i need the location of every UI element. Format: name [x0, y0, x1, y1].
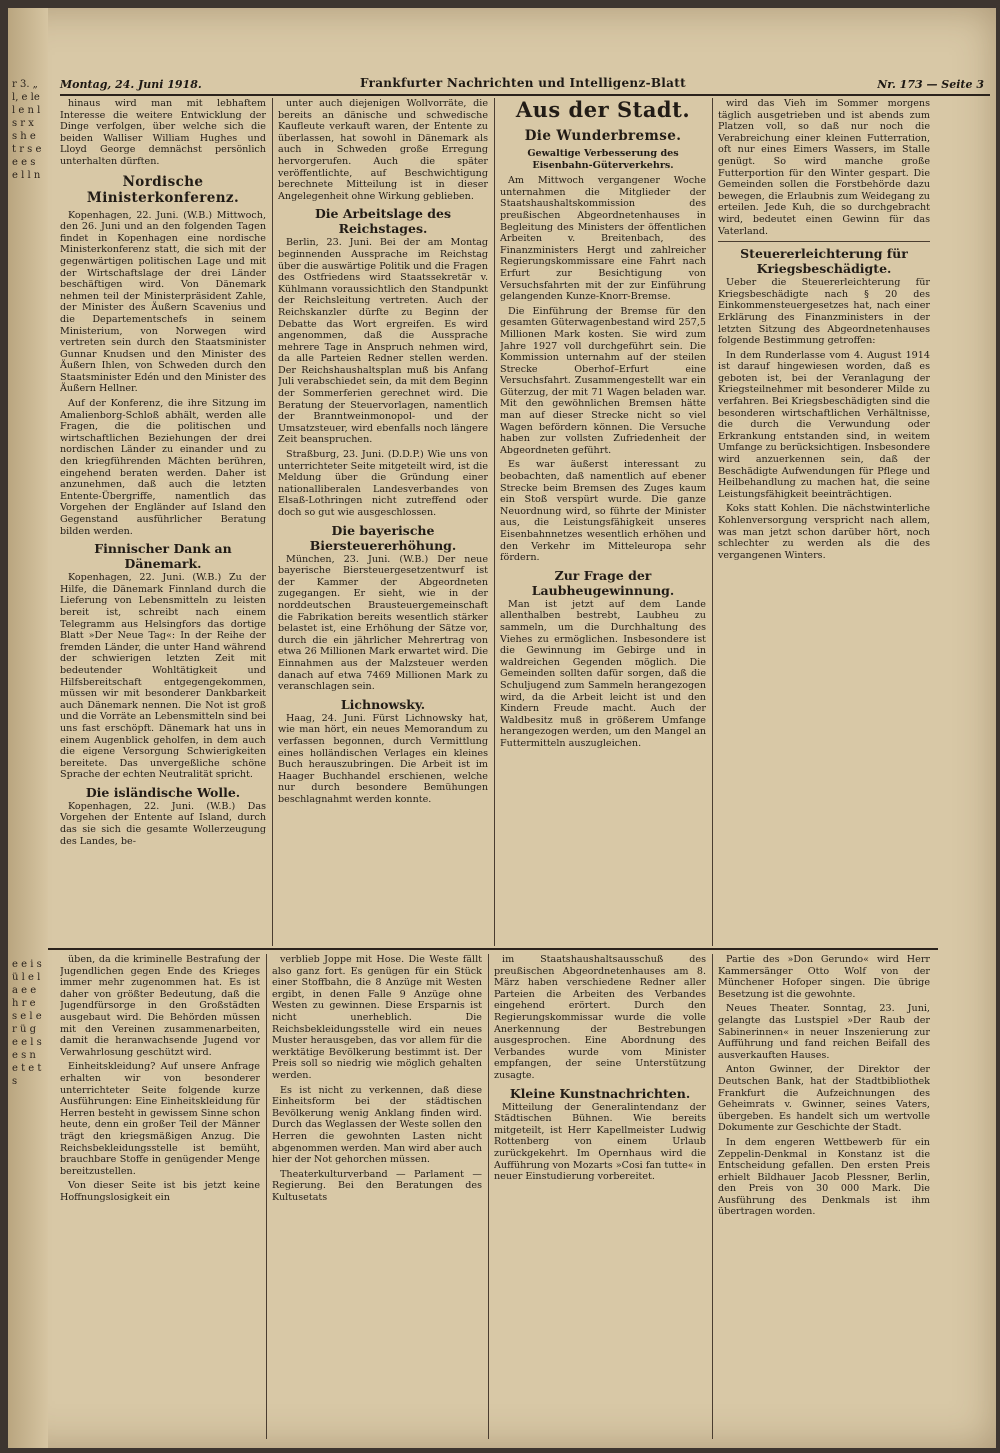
- article-gwinner: Anton Gwinner, der Direktor der Deutschen Bank, hat der Stadtbibliothek Frankfurt die Aufzeichnungen des Geheimrats v. Gwinner, seines Vaters, übergeben. Es handelt sich um wertvolle Dokumente zur Geschichte der Stadt.: [718, 1064, 930, 1134]
- section-divider: [48, 948, 938, 950]
- article-strassburg: Straßburg, 23. Juni. (D.D.P.) Wie uns von unterrichteter Seite mitgeteilt wird, ist die Meldung über die Gründung einer nationalliberalen Landesverbandes von Elsaß-Lothringen nicht zutreffend oder doch so gut wie ausgeschlossen.: [278, 449, 488, 518]
- lower-column-4: [718, 954, 930, 1439]
- article-laubheu: Man ist jetzt auf dem Lande allenthalben bestrebt, Laubheu zu sammeln, um die Durchhaltung des Viehes zu ermöglichen. Insbesondere ist die Gewinnung im Gebirge und in waldreichen Gegenden möglich. Die Gemeinden sollten dafür sorgen, daß die Schuljugend zum Sammeln herangezogen wird, da die Arbeit leicht ist und den Kindern Freude macht. Auch der Waldbesitz muß in größerem Umfange herangezogen werden, um den Mangel an Futtermitteln auszugleichen.: [500, 598, 706, 749]
- article-oper-besetzung: Partie des »Don Gerundo« wird Herr Kammersänger Otto Wolf von der Münchener Hofoper singen. Die übrige Besetzung ist die gewohnte.: [718, 954, 930, 1000]
- masthead: [60, 76, 990, 96]
- headline-lichnowsky: Lichnowsky.: [340, 696, 426, 712]
- page-binding-edge: [8, 8, 48, 1448]
- article-ministerkonferenz-p1: Kopenhagen, 22. Juni. (W.B.) Mittwoch, den 26. Juni und an den folgenden Tagen findet in Kopenhagen eine nordische Ministerkonferenz statt, die sich mit der gegenwärtigen politischen Lage und mit der Wirtschaftslage der drei Länder beschäftigen wird. Von Dänemark nehmen teil der Ministerpräsident Zahle, der Minister des Äußern Scavenius und die Departementschefs in seinem Ministerium, von Norwegen wird vertreten sein durch den Staatsminister Gunnar Knudsen und den Minister des Äußern Ihlen, von Schweden durch den Staatsminister Edén und den Minister des Äußern Hellner.: [60, 209, 266, 395]
- headline-islaendische-wolle: Die isländische Wolle.: [85, 784, 241, 800]
- article-laubheu-cont: wird das Vieh im Sommer morgens täglich ausgetrieben und ist abends zum Platzen voll, so daß nur noch die Verabreichung einer kleinen Futterration, oft nur eines Eimers Wassers, im Stalle genügt. So wird manche große Futterportion für den Winter gespart. Die Gemeinden sollen die Forstbehörde dazu bewegen, die Erlaubnis zum Weidegang zu erteilen. Jede Kuh, die so durchgebracht wird, bedeutet einen Gewinn für das Vaterland.: [718, 98, 930, 237]
- article-islaendische-wolle: Kopenhagen, 22. Juni. (W.B.) Das Vorgehen der Entente auf Island, durch das sie sich die gesamte Wollerzeugung des Landes, be-: [60, 800, 266, 847]
- masthead-issue: Nr. 173 — Seite 3: [877, 78, 984, 91]
- article-theaterkultur-cont: im Staatshaushaltsausschuß des preußischen Abgeordnetenhauses am 8. März haben verschiedene Redner aller Parteien die Arbeiten des Verbandes eingehend erörtert. Durch den Regierungskommissar wurde die volle Anerkennung der Bestrebungen ausgesprochen. Eine Abordnung des Verbandes wurde vom Minister empfangen, der seine Unterstützung zusagte.: [494, 954, 706, 1081]
- article-koks: Koks statt Kohlen. Die nächstwinterliche Kohlenversorgung verspricht nach allem, was man jetzt schon darüber hört, noch schlechter zu werden als die des vergangenen Winters.: [718, 503, 930, 561]
- column-1: [60, 98, 266, 943]
- column-rule: [266, 954, 267, 1439]
- cut-column-text-top: r 3. „ l, e le l e n l s r x s h e t r s e e e s e l l n: [12, 79, 42, 181]
- masthead-date: Montag, 24. Juni 1918.: [60, 78, 202, 91]
- headline-biersteuer: Die bayerische Biersteuererhöhung.: [309, 522, 457, 553]
- article-reichstag: Berlin, 23. Juni. Bei der am Montag beginnenden Aussprache im Reichstag über die auswärtige Politik und die Fragen des Ostfriedens wird Staatssekretär v. Kühlmann voraussichtlich den Standpunkt der Reichsleitung vertreten. Auch der Reichskanzler dürfte zu Beginn der Debatte das Wort ergreifen. Es wird angenommen, daß die Aussprache mehrere Tage in Anspruch nehmen wird, da alle Parteien Redner stellen werden. Der Reichshaushaltsplan muß bis Anfang Juli verabschiedet sein, da mit dem Beginn der Sommerferien gerechnet wird. Die Beratung der Steuervorlagen, namentlich der Branntweinmonopol- und der Umsatzsteuer, wird ebenfalls noch längere Zeit beanspruchen.: [278, 237, 488, 446]
- column-2: [278, 98, 488, 943]
- article-wolle-cont: unter auch diejenigen Wollvorräte, die bereits an dänische und schwedische Kaufleute verkauft waren, der Entente zu überlassen, hat sowohl in Dänemark als auch in Schweden große Erregung hervorgerufen. Auch die später veröffentlichte, auf Beschwichtigung berechnete Mitteilung ist in dieser Angelegenheit ohne Wirkung geblieben.: [278, 98, 488, 202]
- headline-finnischer-dank: Finnischer Dank an Dänemark.: [94, 541, 232, 572]
- article-wunderbremse-p1: Am Mittwoch vergangener Woche unternahmen die Mitglieder der Staatshaushaltskommission des preußischen Abgeordnetenhauses in Begleitung des Ministers der öffentlichen Arbeiten v. Breitenbach, des Finanzministers Hergt und zahlreicher Regierungskommissare eine Fahrt nach Erfurt zur Besichtigung von Versuchsfahrten mit der zur Einführung gelangenden Kunze-Knorr-Bremse.: [500, 175, 706, 303]
- column-rule: [494, 98, 495, 946]
- article-divider: [718, 241, 930, 242]
- subheadline-wunderbremse: Gewaltige Verbesserung des Eisenbahn-Güterverkehrs.: [527, 148, 679, 171]
- headline-wunderbremse: Die Wunderbremse.: [524, 128, 682, 144]
- column-rule: [712, 954, 713, 1439]
- article-biersteuer: München, 23. Juni. (W.B.) Der neue bayerische Biersteuergesetzentwurf ist der Kammer der Abgeordneten zugegangen. Er sieht, wie in der norddeutschen Brausteuergemeinschaft die Fabrikation bereits wesentlich stärker belastet ist, eine Erhöhung der Sätze vor, durch die ein jährlicher Mehrertrag von etwa 26 Millionen Mark erwartet wird. Die Einnahmen aus der Malzsteuer werden danach auf etwa 7469 Millionen Mark zu veranschlagen sein.: [278, 553, 488, 693]
- article-anzug: verblieb Joppe mit Hose. Die Weste fällt also ganz fort. Es genügen für ein Stück einer Stoffbahn, die 8 Anzüge mit Westen ergibt, in denen Falle 9 Anzüge ohne Westen zu gewinnen. Diese Ersparnis ist nicht unerheblich. Die Reichsbekleidungsstelle wird ein neues Muster herausgeben, das vor allem für die werktätige Bevölkerung bestimmt ist. Der Preis soll so niedrig wie möglich gehalten werden.: [272, 954, 482, 1081]
- lower-column-1: [60, 954, 260, 1439]
- section-title-aus-der-stadt: Aus der Stadt.: [515, 98, 691, 122]
- cut-column-text-bottom: e e i s ü l e l a e e h r e s e l e r ü g e e l s e s n e t e t s: [12, 959, 42, 1087]
- article-einheitskleidung-cont: Von dieser Seite ist bis jetzt keine Hoffnungslosigkeit ein: [60, 1180, 260, 1203]
- article-steuererleichterung-p2: In dem Runderlasse vom 4. August 1914 ist darauf hingewiesen worden, daß es geboten ist, bei der Veranlagung der Kriegsteilnehmer mit besonderer Milde zu verfahren. Bei Kriegsbeschädigten sind die besonderen wirtschaftlichen Verhältnisse, die durch die Verwundung oder Erkrankung entstanden sind, in weitem Umfange zu berücksichtigen. Insbesondere wird anzuerkennen sein, daß der Beschädigte Aufwendungen für Pflege und Heilbehandlung zu machen hat, die seine Leistungsfähigkeit beeinträchtigen.: [718, 349, 930, 500]
- article-wunderbremse-p3: Es war äußerst interessant zu beobachten, daß namentlich auf ebener Strecke beim Bremsen des Zuges kaum ein Stoß verspürt wurde. Die ganze Neuordnung wird, so führte der Minister aus, die Leistungsfähigkeit unseres Eisenbahnnetzes wesentlich erhöhen und den Verkehr im Mitteleuropa sehr fördern.: [500, 459, 706, 564]
- article-kunstnachrichten: Mitteilung der Generalintendanz der Städtischen Bühnen. Wie bereits mitgeteilt, ist Herr Kapellmeister Ludwig Rottenberg von einem Urlaub zurückgekehrt. Im Opernhaus wird die Aufführung von Mozarts »Cosi fan tutte« in neuer Einstudierung vorbereitet.: [494, 1101, 706, 1183]
- article-einheitskleidung: Einheitskleidung? Auf unsere Anfrage erhalten wir von besonderer unterrichteter Seite folgende kurze Ausführungen: Eine Einheitskleidung für Herren besteht in gewissem Sinne schon heute, denn ein großer Teil der Männer trägt den kriegsmäßigen Anzug. Die Reichsbekleidungsstelle ist bemüht, brauchbare Stoffe in genügender Menge bereitzustellen.: [60, 1061, 260, 1177]
- article-lichnowsky: Haag, 24. Juni. Fürst Lichnowsky hat, wie man hört, ein neues Memorandum zu verfassen begonnen, durch Vermittlung eines holländischen Verlages ein kleines Buch herauszubringen. Die Arbeit ist im Haager Buchhandel erschienen, welche nur durch besondere Bemühungen beschlagnahmt werden konnte.: [278, 712, 488, 805]
- column-rule: [712, 98, 713, 946]
- article-neues-theater: Neues Theater. Sonntag, 23. Juni, gelangte das Lustspiel »Der Raub der Sabinerinnen« in neuer Inszenierung zur Aufführung und fand reichen Beifall des ausverkauften Hauses.: [718, 1003, 930, 1061]
- article-steuererleichterung-p1: Ueber die Steuererleichterung für Kriegsbeschädigte nach § 20 des Einkommensteuergesetzes hat, nach einer Erklärung des Finanzministers in der letzten Sitzung des Abgeordnetenhauses folgende Bestimmung getroffen:: [718, 277, 930, 347]
- article-ministerkonferenz-p2: Auf der Konferenz, die ihre Sitzung im Amalienborg-Schloß abhält, werden alle Fragen, die die politischen und wirtschaftlichen Beziehungen der drei nordischen Länder zu einander und zu den kriegführenden Mächten berühren, eingehend beraten werden. Daher ist anzunehmen, daß auch die letzten Entente-Übergriffe, namentlich das Vorgehen der Engländer auf Island den Gegenstand ausführlicher Beratung bilden werden.: [60, 398, 266, 537]
- column-rule: [272, 98, 273, 946]
- article-wunderbremse-p2: Die Einführung der Bremse für den gesamten Güterwagenbestand wird 257,5 Millionen Mark kosten. Sie wird zum Jahre 1927 voll durchgeführt sein. Die Kommission unternahm auf der steilen Strecke Oberhof–Erfurt eine Versuchsfahrt. Zusammengestellt war ein Güterzug, der mit 71 Wagen beladen war. Mit den gewöhnlichen Bremsen hätte man auf dieser Strecke nicht so viel Wagen befördern können. Die Versuche haben zur vollsten Zufriedenheit der Abgeordneten geführt.: [500, 305, 706, 456]
- column-4: [718, 98, 930, 943]
- lower-column-2: [272, 954, 482, 1439]
- headline-steuererleichterung: Steuererleichterung für Kriegsbeschädigte.: [740, 246, 908, 277]
- headline-ministerkonferenz: Nordische Ministerkonferenz.: [86, 173, 240, 206]
- headline-laubheu: Zur Frage der Laubheugewinnung.: [531, 567, 675, 598]
- newspaper-page: [8, 8, 996, 1448]
- lower-column-3: [494, 954, 706, 1439]
- article-theaterkultur: Theaterkulturverband — Parlament — Regierung. Bei den Beratungen des Kultusetats: [272, 1168, 482, 1203]
- column-3: [500, 98, 706, 943]
- article-jugend: üben, da die kriminelle Bestrafung der Jugendlichen gegen Ende des Krieges immer mehr zugenommen hat. Es ist daher von größter Bedeutung, daß die Jugendfürsorge in den Großstädten ausgebaut wird. Die Behörden müssen mit den Vereinen zusammenarbeiten, damit die heranwachsende Jugend vor Verwahrlosung geschützt wird.: [60, 954, 260, 1058]
- article-zeppelin-denkmal: In dem engeren Wettbewerb für ein Zeppelin-Denkmal in Konstanz ist die Entscheidung gefallen. Den ersten Preis erhielt Bildhauer Jacob Plessner, Berlin, den Preis von 30 000 Mark. Die Ausführung des Denkmals ist ihm übertragen worden.: [718, 1136, 930, 1218]
- headline-reichstag: Die Arbeitslage des Reichstages.: [314, 206, 452, 237]
- article-anzug-p2: Es ist nicht zu verkennen, daß diese Einheitsform bei der städtischen Bevölkerung wenig Anklang finden wird. Durch das Weglassen der Weste sollen den Herren die gewohnten Lasten nicht abgenommen werden. Man wird aber auch hier der Not gehorchen müssen.: [272, 1084, 482, 1166]
- article-finnischer-dank: Kopenhagen, 22. Juni. (W.B.) Zu der Hilfe, die Dänemark Finnland durch die Lieferung von Lebensmitteln zu leisten bereit ist, schreibt nach einem Telegramm aus Helsingfors das dortige Blatt »Der Neue Tag«: In der Reihe der fremden Länder, die unter Hand während der schwierigen letzten Zeit mit bedeutender Wohltätigkeit und Hilfsbereitschaft entgegengekommen, müssen wir mit besonderer Dankbarkeit auch Dänemark nennen. Die Not ist groß und die Vorräte an Lebensmitteln sind bei uns fast erschöpft. Dänemark hat uns in einem Augenblick geholfen, in dem auch die eigene Versorgung Schwierigkeiten bereitete. Das unvergeßliche schöne Sprache der echten Neutralität spricht.: [60, 572, 266, 781]
- column-rule: [488, 954, 489, 1439]
- masthead-title: Frankfurter Nachrichten und Intelligenz-Blatt: [360, 76, 686, 90]
- headline-kunstnachrichten: Kleine Kunstnachrichten.: [509, 1085, 691, 1101]
- article-intro: hinaus wird man mit lebhaftem Interesse die weitere Entwicklung der Dinge verfolgen, über welche sich die beiden Walliser William Hughes und Lloyd George demnächst persönlich unterhalten dürften.: [60, 98, 266, 167]
